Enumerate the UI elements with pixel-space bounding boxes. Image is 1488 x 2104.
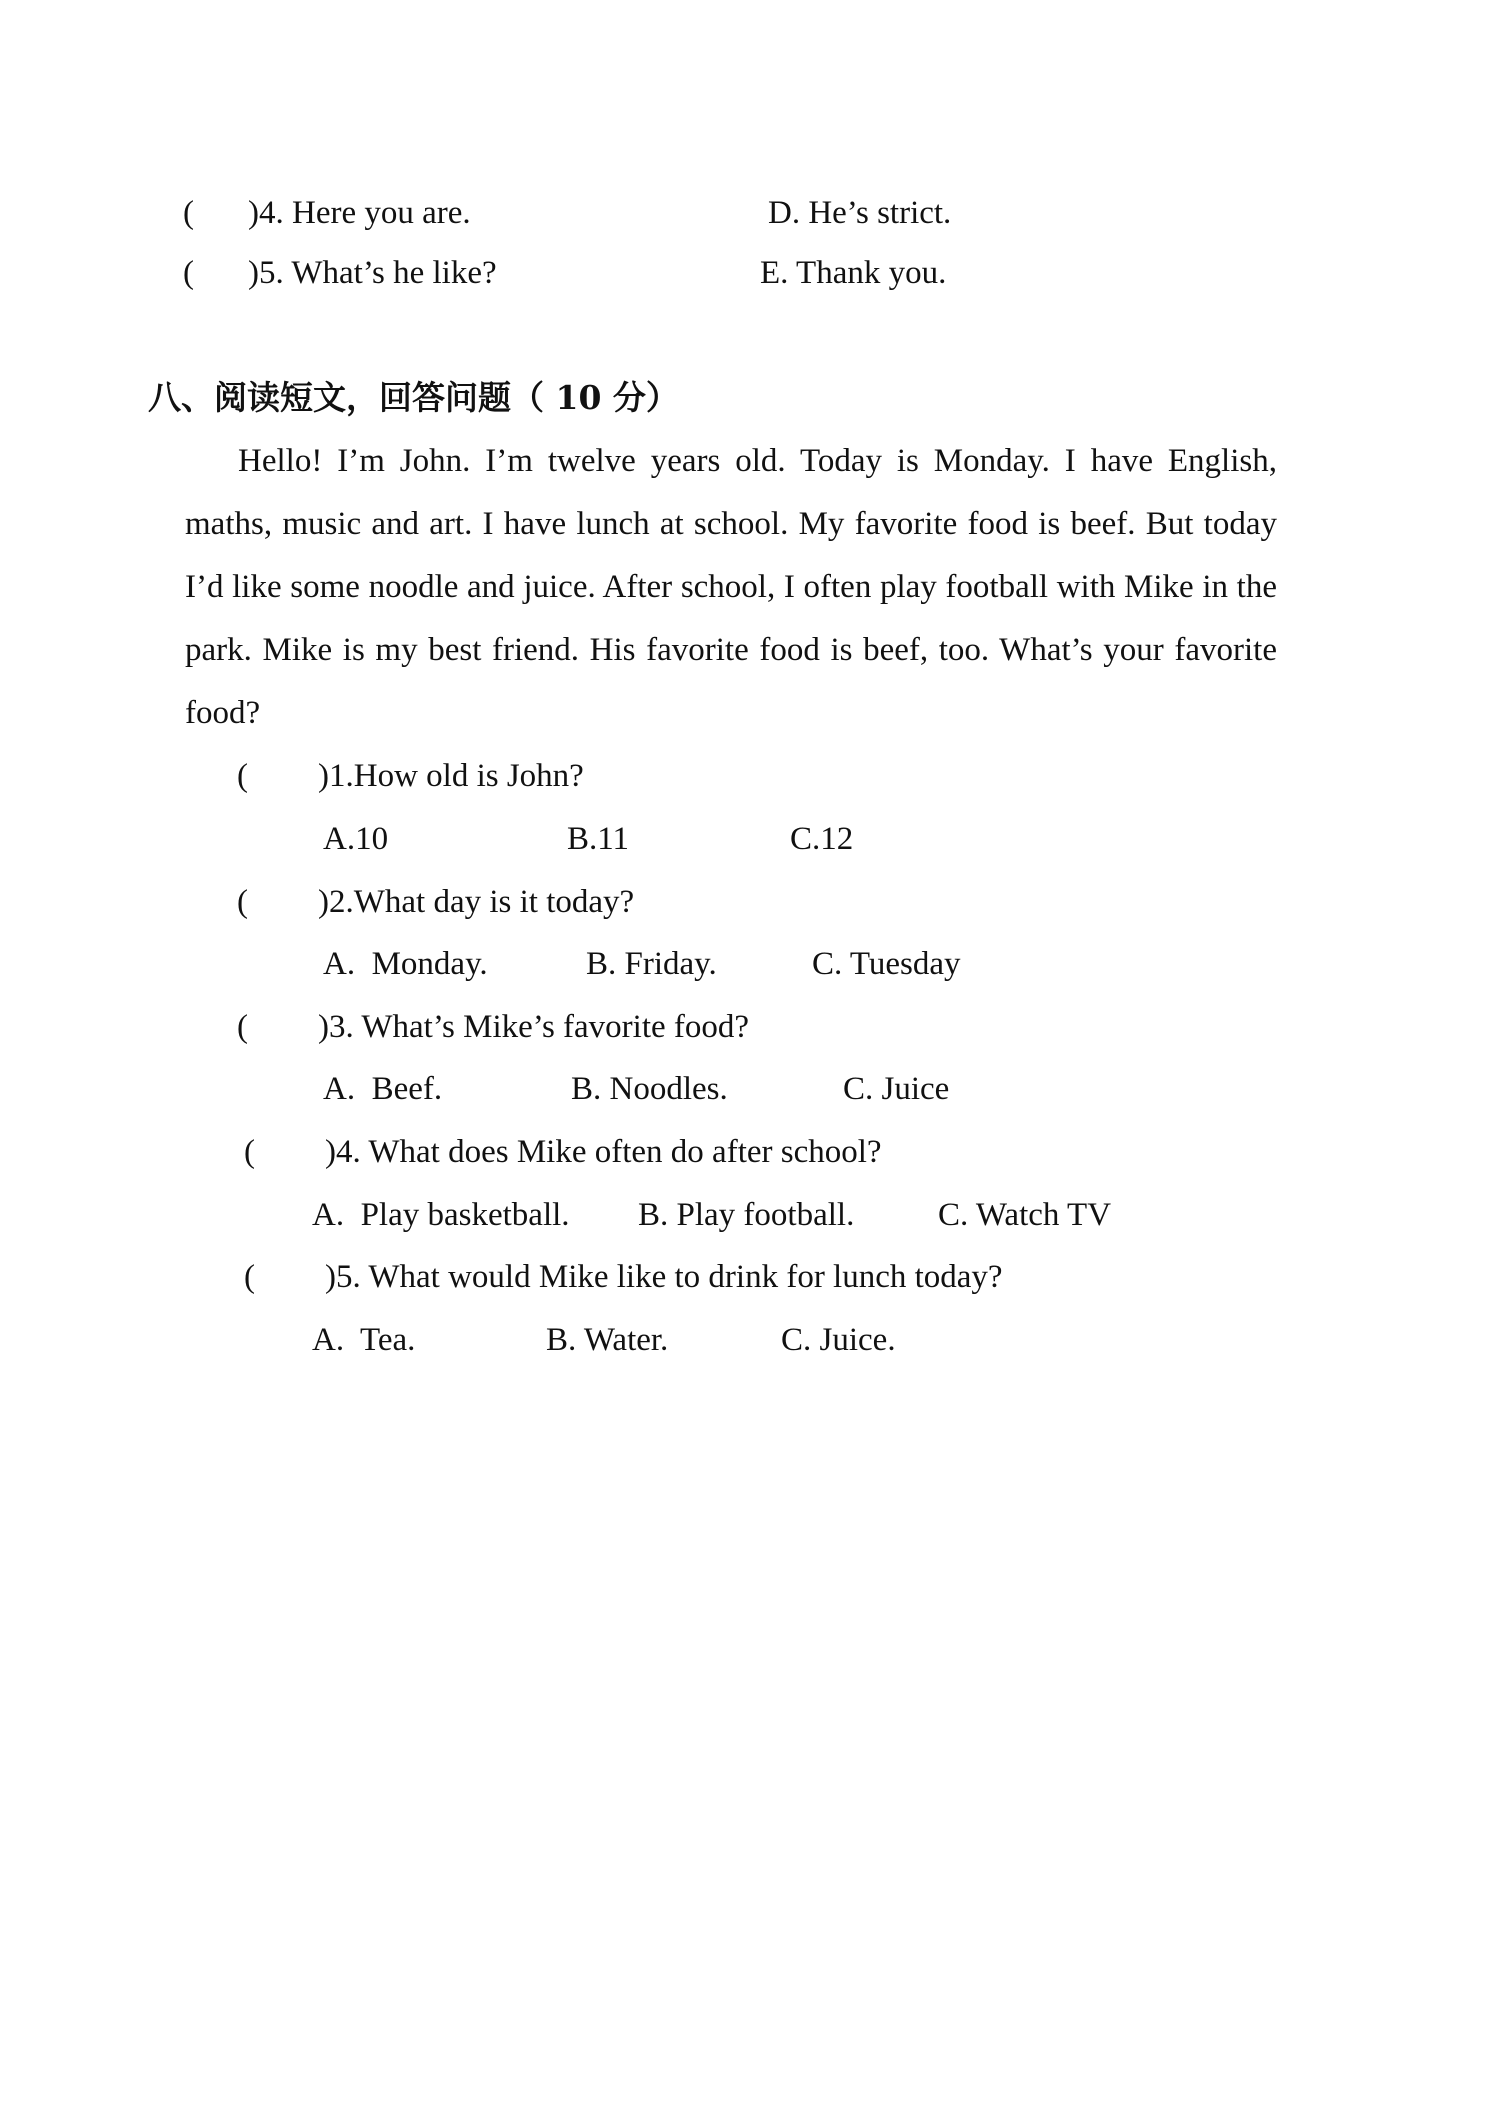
option-c: C. Watch TV — [938, 1197, 1112, 1233]
option-c: C. Tuesday — [812, 946, 961, 982]
matching-answer-text: E. Thank you. — [760, 255, 947, 291]
question-text: )3. What’s Mike’s favorite food? — [318, 1009, 750, 1045]
option-a: A. Tea. — [312, 1322, 416, 1358]
answer-bracket[interactable]: ( — [183, 195, 194, 231]
option-c: C. Juice — [843, 1071, 950, 1107]
section-heading-label: 八、阅读短文，回答问题（ — [148, 378, 556, 417]
option-c: C. Juice. — [781, 1322, 896, 1358]
question-text: )4. What does Mike often do after school? — [325, 1134, 882, 1170]
option-b: B. Noodles. — [571, 1071, 728, 1107]
answer-bracket[interactable]: ( — [183, 255, 194, 291]
option-a: A. Play basketball. — [312, 1197, 570, 1233]
answer-bracket[interactable]: ( — [237, 1009, 248, 1045]
option-b: B. Water. — [546, 1322, 669, 1358]
question-text: )2.What day is it today? — [318, 884, 635, 920]
answer-bracket[interactable]: ( — [237, 884, 248, 920]
option-b: B.11 — [567, 821, 630, 857]
section-score: 10 — [555, 378, 602, 417]
option-a: A.10 — [323, 821, 389, 857]
reading-passage: Hello! I’m John. I’m twelve years old. Today is Monday. I have English, maths, music and art. I have lunch at school. My favorite food is beef. But today I’d like some noodle and juice. After school, I often play football with Mike in the park. Mike is my best friend. His favorite food is beef, too. What’s your favorite food? — [185, 443, 1277, 731]
option-b: B. Friday. — [586, 946, 717, 982]
section-score-unit: 分） — [601, 378, 679, 417]
matching-item-text: )4. Here you are. — [248, 195, 471, 231]
option-b: B. Play football. — [638, 1197, 855, 1233]
answer-bracket[interactable]: ( — [237, 758, 248, 794]
option-a: A. Beef. — [323, 1071, 443, 1107]
answer-bracket[interactable]: ( — [244, 1134, 255, 1170]
option-c: C.12 — [790, 821, 854, 857]
answer-bracket[interactable]: ( — [244, 1259, 255, 1295]
matching-answer-text: D. He’s strict. — [768, 195, 952, 231]
option-a: A. Monday. — [323, 946, 488, 982]
section-heading — [148, 378, 679, 418]
matching-item-text: )5. What’s he like? — [248, 255, 497, 291]
question-text: )1.How old is John? — [318, 758, 584, 794]
question-text: )5. What would Mike like to drink for lunch today? — [325, 1259, 1003, 1295]
